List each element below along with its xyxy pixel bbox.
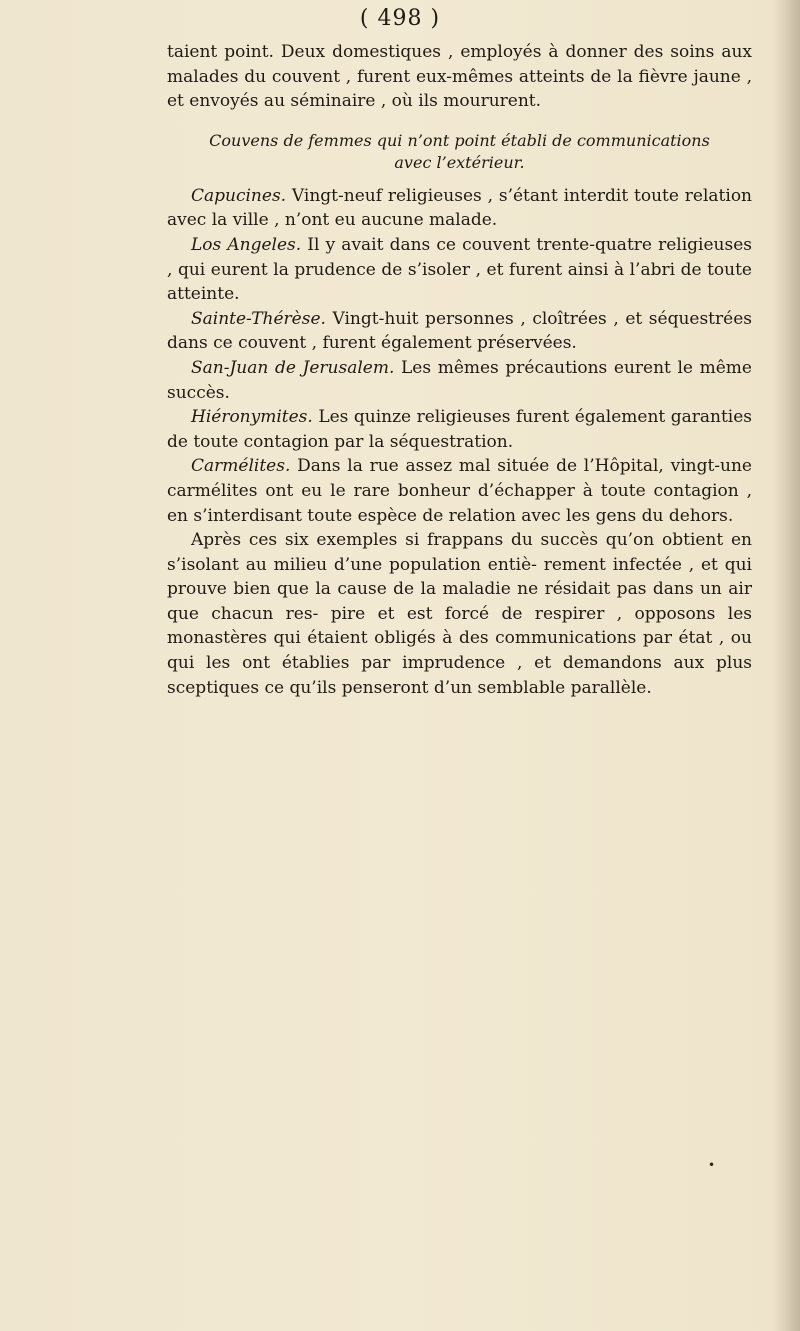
convent-name-san-juan: San-Juan de Jerusalem. xyxy=(191,357,395,378)
section-heading-line-2: avec l’extérieur. xyxy=(394,152,525,172)
footer-mark: • xyxy=(708,1158,716,1172)
paragraph-los-angeles xyxy=(167,233,752,307)
convent-name-carmelites: Carmélites. xyxy=(191,456,291,477)
text-san-juan: Les mêmes précautions eurent le même succès. xyxy=(167,357,752,403)
paragraph-sainte-therese xyxy=(167,307,752,356)
text-sainte-therese: Vingt-huit personnes , cloîtrées , et séquestrées dans ce couvent , furent également préservées. xyxy=(167,308,752,354)
paragraph-capucines xyxy=(167,184,752,233)
text-capucines: Vingt-neuf religieuses , s’étant interdit toute relation avec la ville , n’ont eu aucune malade. xyxy=(167,185,752,231)
convent-name-capucines: Capucines. xyxy=(191,185,287,206)
convent-name-hieronymites: Hiéronymites. xyxy=(191,407,313,428)
text-los-angeles: Il y avait dans ce couvent trente-quatre religieuses , qui eurent la prudence de s’isoler , et furent ainsi à l’abri de toute atteinte. xyxy=(167,234,752,305)
section-heading xyxy=(167,130,752,174)
page-edge-shadow xyxy=(772,0,800,1331)
convent-name-los-angeles: Los Angeles. xyxy=(191,234,302,255)
page-body xyxy=(167,40,752,700)
conclusion-paragraph: Après ces six exemples si frappans du succès qu’on obtient en s’isolant au milieu d’une population entiè- rement infectée , et qui prouve bien que la cause de la maladie ne résidait pas dans un air que chacun res- pire et est forcé de respirer , opposons les monastères qui étaient obligés à des communications par état , ou qui les ont établies par imprudence , et demandons aux plus sceptiques ce qu’ils penseront d’un semblable parallèle. xyxy=(167,530,752,698)
page-number: ( 498 ) xyxy=(359,6,441,31)
convent-name-sainte-therese: Sainte-Thérèse. xyxy=(191,308,326,329)
section-heading-line-1: Couvens de femmes qui n’ont point établi de communications xyxy=(209,130,710,150)
opening-paragraph: taient point. Deux domestiques , employés à donner des soins aux malades du couvent , furent eux-mêmes atteints de la fièvre jaune , et envoyés au séminaire , où ils moururent. xyxy=(167,42,752,112)
paragraph-hieronymites xyxy=(167,405,752,454)
text-hieronymites: Les quinze religieuses furent également garanties de toute contagion par la séquestration. xyxy=(167,407,752,452)
text-carmelites: Dans la rue assez mal située de l’Hôpital, vingt-une carmélites ont eu le rare bonheur d’échapper à toute contagion , en s’interdisant toute espèce de relation avec les gens du dehors. xyxy=(167,456,752,526)
paragraph-san-juan xyxy=(167,356,752,405)
paragraph-carmelites xyxy=(167,454,752,528)
